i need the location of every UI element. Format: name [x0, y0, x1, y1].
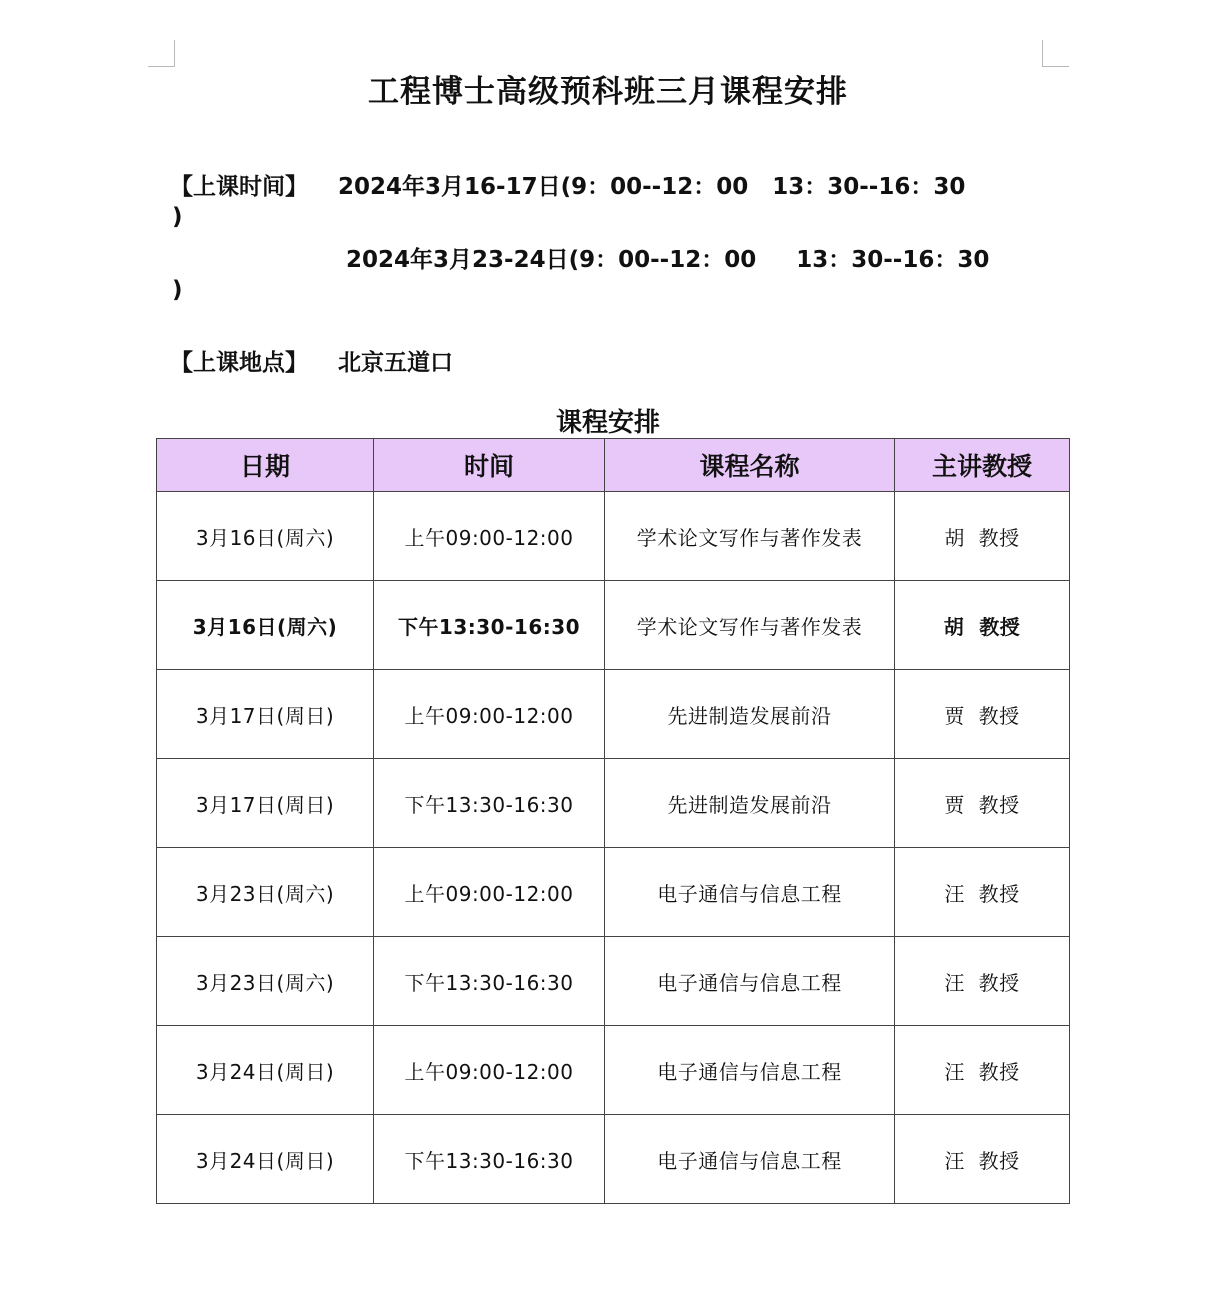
table-row [157, 759, 1070, 848]
class-time-line-1-close: ) [172, 204, 183, 230]
cell-date: 3月17日(周日) [157, 759, 374, 848]
cell-course: 电子通信与信息工程 [605, 1026, 895, 1115]
table-row [157, 492, 1070, 581]
cell-date: 3月23日(周六) [157, 937, 374, 1026]
cell-time: 上午09:00-12:00 [374, 670, 605, 759]
cell-professor: 贾 教授 [895, 670, 1070, 759]
cell-course: 电子通信与信息工程 [605, 848, 895, 937]
cell-professor: 胡 教授 [895, 581, 1070, 670]
class-time-label: 【上课时间】 [170, 174, 308, 200]
header-course: 课程名称 [605, 439, 895, 492]
table-row [157, 1026, 1070, 1115]
table-row [157, 848, 1070, 937]
cell-time: 下午13:30-16:30 [374, 759, 605, 848]
cell-date: 3月24日(周日) [157, 1115, 374, 1204]
cell-professor: 汪 教授 [895, 1026, 1070, 1115]
cell-course: 先进制造发展前沿 [605, 670, 895, 759]
cell-date: 3月23日(周六) [157, 848, 374, 937]
cell-time: 下午13:30-16:30 [374, 581, 605, 670]
cell-date: 3月17日(周日) [157, 670, 374, 759]
page-corner-mark-top-left [148, 40, 175, 67]
header-professor: 主讲教授 [895, 439, 1070, 492]
class-location-value: 北京五道口 [338, 350, 453, 376]
cell-course: 电子通信与信息工程 [605, 937, 895, 1026]
class-time-line-2-close: ) [172, 277, 183, 303]
cell-date: 3月24日(周日) [157, 1026, 374, 1115]
cell-course: 学术论文写作与著作发表 [605, 492, 895, 581]
header-time: 时间 [374, 439, 605, 492]
table-row [157, 1115, 1070, 1204]
class-time-line-2: 2024年3月23-24日(9：00--12：00 13：30--16：30 [346, 247, 990, 273]
table-row [157, 581, 1070, 670]
cell-time: 下午13:30-16:30 [374, 1115, 605, 1204]
cell-course: 电子通信与信息工程 [605, 1115, 895, 1204]
table-caption: 课程安排 [555, 408, 660, 438]
cell-professor: 汪 教授 [895, 1115, 1070, 1204]
cell-professor: 贾 教授 [895, 759, 1070, 848]
header-date: 日期 [157, 439, 374, 492]
class-time-line-1: 2024年3月16-17日(9：00--12：00 13：30--16：30 [338, 174, 966, 200]
cell-professor: 汪 教授 [895, 937, 1070, 1026]
table-row [157, 670, 1070, 759]
cell-time: 上午09:00-12:00 [374, 492, 605, 581]
cell-course: 先进制造发展前沿 [605, 759, 895, 848]
cell-time: 上午09:00-12:00 [374, 848, 605, 937]
schedule-table [156, 438, 1070, 1204]
page-corner-mark-top-right [1042, 40, 1069, 67]
table-row [157, 937, 1070, 1026]
cell-date: 3月16日(周六) [157, 581, 374, 670]
table-header-row [157, 439, 1070, 492]
document-title: 工程博士高级预科班三月课程安排 [368, 74, 848, 110]
cell-professor: 汪 教授 [895, 848, 1070, 937]
class-location-label: 【上课地点】 [170, 350, 308, 376]
cell-professor: 胡 教授 [895, 492, 1070, 581]
cell-time: 上午09:00-12:00 [374, 1026, 605, 1115]
cell-course: 学术论文写作与著作发表 [605, 581, 895, 670]
cell-time: 下午13:30-16:30 [374, 937, 605, 1026]
cell-date: 3月16日(周六) [157, 492, 374, 581]
